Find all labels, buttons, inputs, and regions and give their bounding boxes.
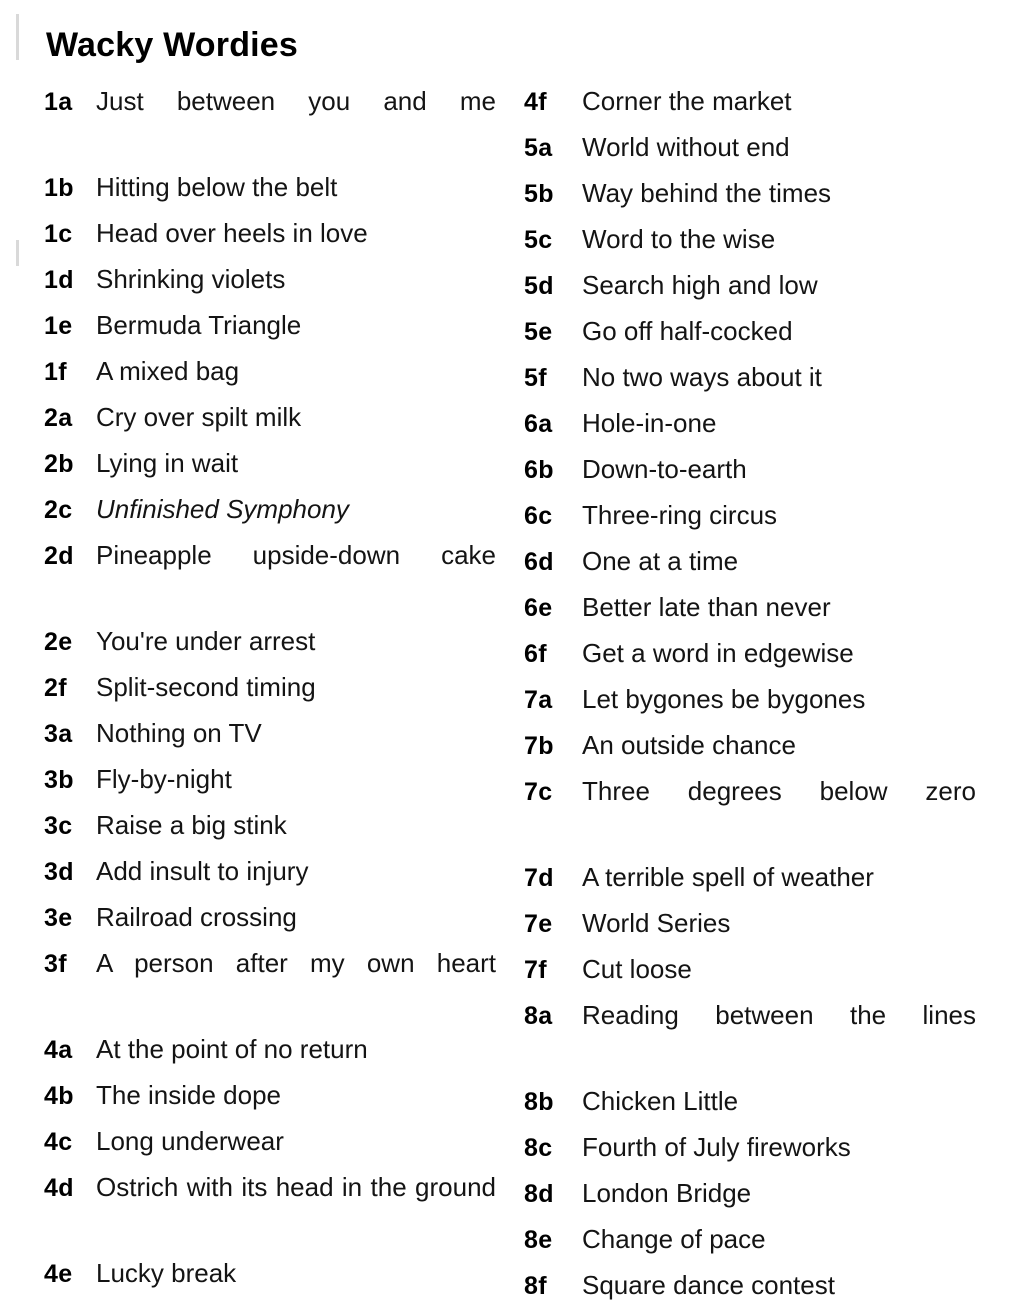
answer-key-label: 7f — [524, 956, 547, 984]
answer-key-label: 7d — [524, 864, 554, 892]
answer-entry — [524, 587, 976, 629]
answer-text: London Bridge — [582, 1178, 752, 1208]
answer-key-label: 3c — [44, 812, 73, 840]
answer-entry — [44, 1121, 496, 1163]
answer-key-label: 7e — [524, 910, 553, 938]
answer-entry — [44, 489, 496, 531]
answer-key-label: 5c — [524, 226, 553, 254]
answer-entry — [44, 535, 496, 617]
answer-text: Cut loose — [582, 954, 692, 984]
answer-key-label: 2f — [44, 674, 67, 702]
answer-entry — [524, 403, 976, 445]
answer-text: Lying in wait — [96, 448, 239, 478]
left-column — [44, 81, 496, 1299]
answer-text: At the point of no return — [96, 1034, 368, 1064]
answer-key-label: 4d — [44, 1174, 74, 1202]
answer-text: Three degrees below zero — [582, 776, 976, 806]
answer-text: Hitting below the belt — [96, 172, 338, 202]
answer-text: Unfinished Symphony — [96, 494, 349, 524]
answer-text: The inside dope — [96, 1080, 282, 1110]
answer-entry — [524, 127, 976, 169]
answer-key-label: 6a — [524, 410, 553, 438]
answer-key-label: 5f — [524, 364, 547, 392]
answer-text: Corner the market — [582, 86, 792, 116]
answer-entry — [44, 1029, 496, 1071]
answer-key-label: 6e — [524, 594, 553, 622]
answer-key-label: 3e — [44, 904, 73, 932]
answer-key-label: 1f — [44, 358, 67, 386]
answer-text: Nothing on TV — [96, 718, 262, 748]
answer-key-label: 3f — [44, 950, 67, 978]
answer-key-label: 1a — [44, 88, 73, 116]
answer-entry — [524, 495, 976, 537]
answer-key-label: 5a — [524, 134, 553, 162]
answer-text: Raise a big stink — [96, 810, 287, 840]
answer-text: World without end — [582, 132, 790, 162]
answer-text: A mixed bag — [96, 356, 240, 386]
answer-text: Three-ring circus — [582, 500, 778, 530]
answer-key-label: 3b — [44, 766, 74, 794]
answer-key-label: 5d — [524, 272, 554, 300]
answer-key-label: 3a — [44, 720, 73, 748]
answer-entry — [524, 633, 976, 675]
answer-text: Reading between the lines — [582, 1000, 976, 1030]
answer-text: An outside chance — [582, 730, 796, 760]
answer-entry — [524, 995, 976, 1077]
answer-text: Long underwear — [96, 1126, 284, 1156]
answer-key-label: 7a — [524, 686, 553, 714]
answers-columns — [44, 81, 994, 1311]
answer-entry — [524, 219, 976, 261]
answer-key-label: 8d — [524, 1180, 554, 1208]
answer-entry — [44, 621, 496, 663]
answer-entry — [44, 1167, 496, 1249]
answer-key-label: 4c — [44, 1128, 73, 1156]
scan-edge-artifact-top — [16, 14, 19, 60]
answer-text: Let bygones be bygones — [582, 684, 866, 714]
answer-entry — [524, 1173, 976, 1215]
answer-text: You're under arrest — [96, 626, 316, 656]
answer-text: Railroad crossing — [96, 902, 297, 932]
answer-key-label: 6b — [524, 456, 554, 484]
answer-entry — [44, 1253, 496, 1295]
answer-key-label: 2d — [44, 542, 74, 570]
answer-text: A terrible spell of weather — [582, 862, 874, 892]
answer-entry — [524, 357, 976, 399]
answer-key-label: 8a — [524, 1002, 553, 1030]
answer-entry — [44, 443, 496, 485]
answer-text: Lucky break — [96, 1258, 237, 1288]
answer-text: Get a word in edgewise — [582, 638, 854, 668]
answer-text: Down-to-earth — [582, 454, 747, 484]
answer-text: Way behind the times — [582, 178, 832, 208]
answer-entry — [524, 949, 976, 991]
answer-entry — [44, 667, 496, 709]
answer-text: One at a time — [582, 546, 739, 576]
answer-key-label: 6d — [524, 548, 554, 576]
answer-entry — [44, 167, 496, 209]
answer-entry — [44, 305, 496, 347]
page-title: Wacky Wordies — [46, 26, 299, 64]
answer-text: Chicken Little — [582, 1086, 739, 1116]
answer-key-label: 4b — [44, 1082, 74, 1110]
answer-key-label: 2e — [44, 628, 73, 656]
answer-entry — [44, 851, 496, 893]
answer-text: Fly-by-night — [96, 764, 232, 794]
answer-key-label: 1b — [44, 174, 74, 202]
answer-entry — [44, 81, 496, 163]
answer-key-label: 4f — [524, 88, 547, 116]
answer-text: Better late than never — [582, 592, 831, 622]
answer-key-label: 3d — [44, 858, 74, 886]
answer-entry — [524, 81, 976, 123]
answer-entry — [524, 265, 976, 307]
answer-text: Just between you and me — [96, 86, 496, 116]
answer-key-label: 2c — [44, 496, 73, 524]
answer-entry — [524, 1127, 976, 1169]
answer-entry — [524, 173, 976, 215]
answer-key-label: 2b — [44, 450, 74, 478]
answer-text: Add insult to injury — [96, 856, 309, 886]
answer-key-label: 5e — [524, 318, 553, 346]
answer-text: Split-second timing — [96, 672, 316, 702]
answer-entry — [44, 213, 496, 255]
answer-entry — [524, 449, 976, 491]
answer-entry — [524, 903, 976, 945]
answer-entry — [44, 897, 496, 939]
answer-key-label: 8b — [524, 1088, 554, 1116]
answer-text: Hole-in-one — [582, 408, 717, 438]
answer-entry — [44, 351, 496, 393]
answer-entry — [524, 857, 976, 899]
answer-key-label: 5b — [524, 180, 554, 208]
answer-key-label: 4e — [44, 1260, 73, 1288]
answer-entry — [524, 679, 976, 721]
answer-text: Bermuda Triangle — [96, 310, 302, 340]
right-column — [524, 81, 976, 1311]
answer-key-label: 1e — [44, 312, 73, 340]
answer-entry — [44, 759, 496, 801]
answer-entry — [524, 541, 976, 583]
answer-entry — [44, 713, 496, 755]
answer-text: Change of pace — [582, 1224, 766, 1254]
answer-entry — [44, 397, 496, 439]
scan-edge-artifact-bottom — [16, 240, 19, 266]
answer-text: Fourth of July fireworks — [582, 1132, 851, 1162]
answer-key-label: 6f — [524, 640, 547, 668]
answer-text: Word to the wise — [582, 224, 776, 254]
answer-entry — [524, 1081, 976, 1123]
answer-text: Pineapple upside-down cake — [96, 540, 496, 570]
answer-entry — [44, 943, 496, 1025]
answer-text: Head over heels in love — [96, 218, 368, 248]
answer-key-label: 6c — [524, 502, 553, 530]
answer-key-label: 7b — [524, 732, 554, 760]
answer-entry — [524, 1219, 976, 1261]
answer-text: Search high and low — [582, 270, 818, 300]
answer-entry — [524, 771, 976, 853]
answer-text: Go off half-cocked — [582, 316, 793, 346]
answer-text: A person after my own heart — [96, 948, 496, 978]
answer-entry — [44, 259, 496, 301]
answer-entry — [524, 1265, 976, 1307]
answer-key-label: 1c — [44, 220, 73, 248]
answer-key-label: 4a — [44, 1036, 73, 1064]
answer-text: Cry over spilt milk — [96, 402, 302, 432]
answer-entry — [44, 805, 496, 847]
answer-key-label: 8c — [524, 1134, 553, 1162]
answer-text: No two ways about it — [582, 362, 822, 392]
answer-entry — [44, 1075, 496, 1117]
answer-key-label: 2a — [44, 404, 73, 432]
answer-entry — [524, 725, 976, 767]
answer-key-label: 8f — [524, 1272, 547, 1300]
answer-text: Shrinking violets — [96, 264, 286, 294]
answer-text: World Series — [582, 908, 731, 938]
answer-key-label: 7c — [524, 778, 553, 806]
answer-text: Square dance contest — [582, 1270, 835, 1300]
answer-key-label: 1d — [44, 266, 74, 294]
answer-text: Ostrich with its head in the ground — [96, 1172, 496, 1202]
answer-entry — [524, 311, 976, 353]
answer-key-label: 8e — [524, 1226, 553, 1254]
